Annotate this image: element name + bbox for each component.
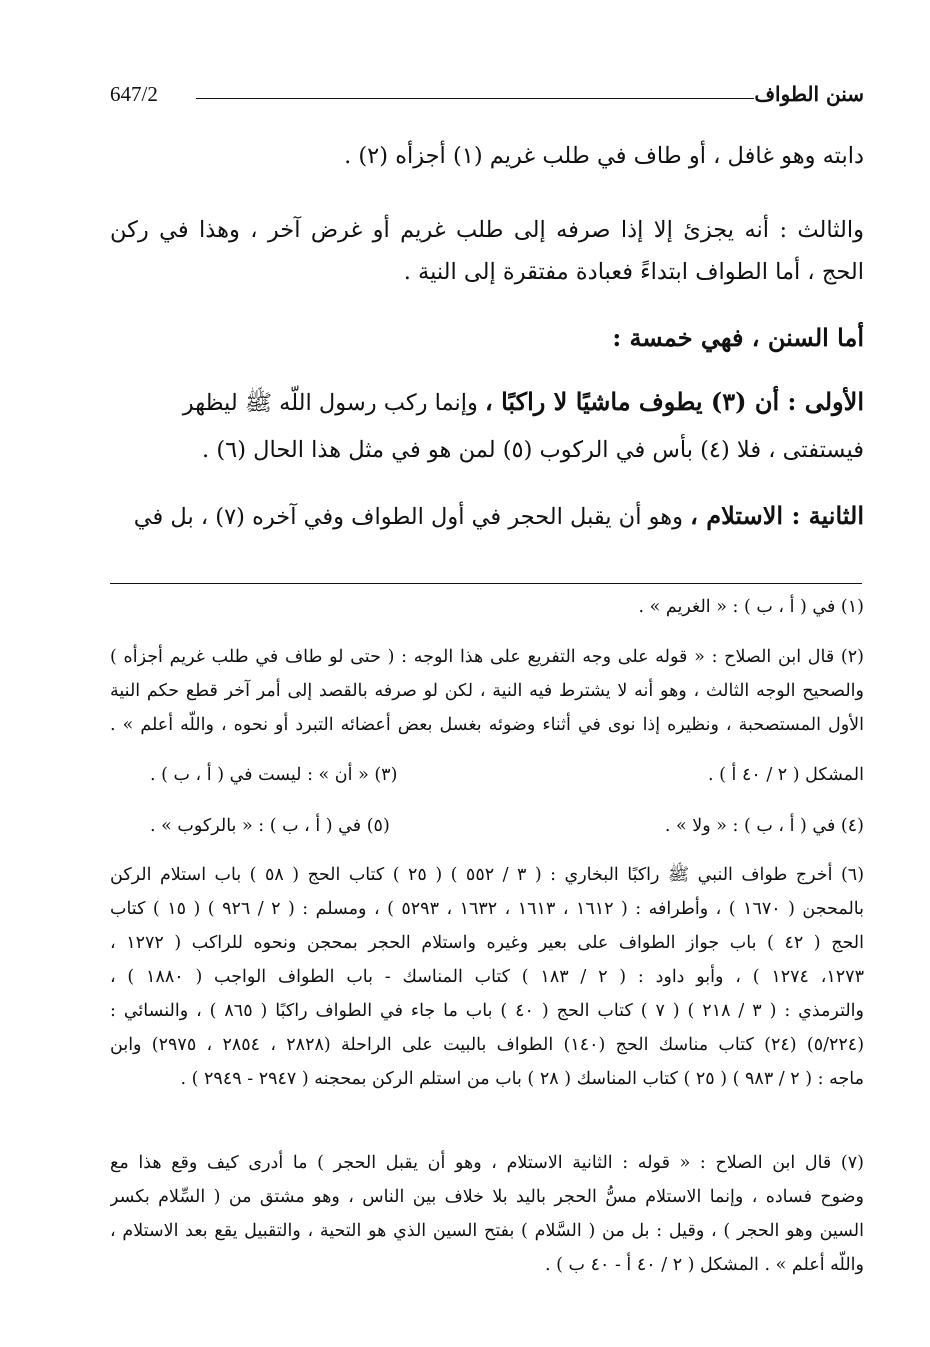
- body-line-5: [110, 382, 864, 423]
- body-line-7-text: وهو أن يقبل الحجر في أول الطواف وفي آخره (٧) ، بل في: [133, 504, 691, 530]
- footnote-line: والترمذي : ( ٣ / ٢١٨ ) ( ٧ ) كتاب الحج ( ٤٠ ) باب ما جاء في الطواف راكبًا ( ٨٦٥ ) ، والنسائي :: [110, 1001, 864, 1021]
- footnote-line: واللّه أعلم » . المشكل ( ٢ / ٤٠ أ - ٤٠ ب ) .: [545, 1255, 864, 1275]
- footnote-7: [110, 1146, 864, 1282]
- footnote-line: الأول المستصحبة ، ونظيره إذا نوى في أثناء وضوئه بغسل بعض أعضائه التبرد أو نحوه ، واللّه أعلم » .: [110, 715, 864, 735]
- footnote-2-source: المشكل ( ٢ / ٤٠ أ ) .: [708, 765, 864, 785]
- footnote-separator: [110, 583, 862, 584]
- footnote-line: (٢) قال ابن الصلاح : « قوله على وجه التفريع على هذا الوجه : ( حتى لو طاف في طلب غريم أجزأه ): [110, 647, 864, 667]
- footnote-line: (٦) أخرج طواف النبي ﷺ راكبًا البخاري : ( ٣ / ٥٥٢ ) ( ٢٥ ) كتاب الحج ( ٥٨ ) باب استلام الركن: [110, 865, 864, 885]
- footnote-line: ماجه : ( ٢ / ٩٨٣ ) ( ٢٥ ) كتاب المناسك ( ٢٨ ) باب من استلم الركن بمحجنه ( ٢٩٤٧ - ٢٩٤٩ ) .: [180, 1069, 864, 1089]
- body-line-2: والثالث : أنه يجزئ إلا إذا صرفه إلى طلب غريم أو غرض آخر ، وهذا في ركن: [110, 217, 864, 243]
- footnote-1: [110, 590, 864, 624]
- sunan-heading: أما السنن ، فهي خمسة :: [612, 323, 864, 352]
- footnote-2: [110, 640, 864, 742]
- footnote-6: [110, 858, 864, 1096]
- footnote-line: بالمحجن ( ١٦٧٠ ) ، وأطرافه : ( ١٦١٢ ، ١٦١٣ ، ١٦٣٢ ، ٥٢٩٣ ) ، ومسلم : ( ٢ / ٩٢٦ ) ( ١٥ ) كتاب: [110, 899, 864, 919]
- second-sunnah-heading: الثانية : الاستلام ،: [690, 501, 864, 530]
- footnote-row-4-5: [110, 809, 864, 843]
- footnote-line: (١) في ( أ ، ب ) : « الغريم » .: [638, 597, 864, 617]
- footnote-line: (٥/٢٢٤) (٢٤) كتاب مناسك الحج (١٤٠) الطواف بالبيت على الراحلة (٢٨٢٨ ، ٢٨٥٤ ، ٢٩٧٥) وابن: [110, 1035, 864, 1055]
- body-line-5-text: وإنما ركب رسول اللّه ﷺ ليظهر: [182, 390, 485, 416]
- footnote-5: (٥) في ( أ ، ب ) : « بالركوب » .: [150, 816, 390, 836]
- footnote-line: السين وهو الحجر ) ، وقيل : بل من ( السَّلام ) بفتح السين الذي هو التحية ، والتقبيل يقع بعد الاستلام ،: [110, 1221, 864, 1241]
- footnote-4: (٤) في ( أ ، ب ) : « ولا » .: [664, 816, 864, 836]
- footnote-line: (٧) قال ابن الصلاح : « قوله : الثانية الاستلام ، وهو أن يقبل الحجر ) ما أدرى كيف وقع هذا مع: [110, 1153, 864, 1173]
- footnote-line: والصحيح الوجه الثالث ، وهو أنه لا يشترط فيه النية ، لكن لو صرفه بالقصد إلى أمر آخر قطع حكم النية: [110, 681, 864, 701]
- body-line-3: الحج ، أما الطواف ابتداءً فعبادة مفتقرة إلى النية .: [403, 259, 864, 285]
- body-line-1: دابته وهو غافل ، أو طاف في طلب غريم (١) أجزأه (٢) .: [344, 143, 864, 169]
- footnote-line: ١٢٧٣، ١٢٧٤ ) ، وأبو داود : ( ٢ / ١٨٣ ) كتاب المناسك - باب الطواف الواجب ( ١٨٨٠ ) ،: [110, 967, 864, 987]
- running-header: [110, 76, 864, 116]
- first-sunnah-heading: الأولى : أن (٣) يطوف ماشيًا لا راكبًا ،: [484, 387, 864, 416]
- page-number: 647/2: [110, 82, 158, 106]
- body-line-7: [110, 496, 864, 537]
- footnote-line: وضوح فساده ، وإنما الاستلام مسُّ الحجر باليد بلا خلاف بين الناس ، وهو مشتق من ( السِّلام بكسر: [110, 1187, 864, 1207]
- footnote-row-2-3: [110, 758, 864, 792]
- footnote-line: الحج ( ٤٢ ) باب جواز الطواف على بعير وغيره واستلام الحجر بمحجن ونحوه للراكب ( ١٢٧٢ ،: [110, 933, 864, 953]
- body-line-6: فيستفتى ، فلا (٤) بأس في الركوب (٥) لمن هو في مثل هذا الحال (٦) .: [202, 437, 864, 463]
- header-rule: [196, 98, 754, 99]
- footnote-3: (٣) « أن » : ليست في ( أ ، ب ) .: [150, 765, 398, 785]
- chapter-title: سنن الطواف: [754, 82, 864, 106]
